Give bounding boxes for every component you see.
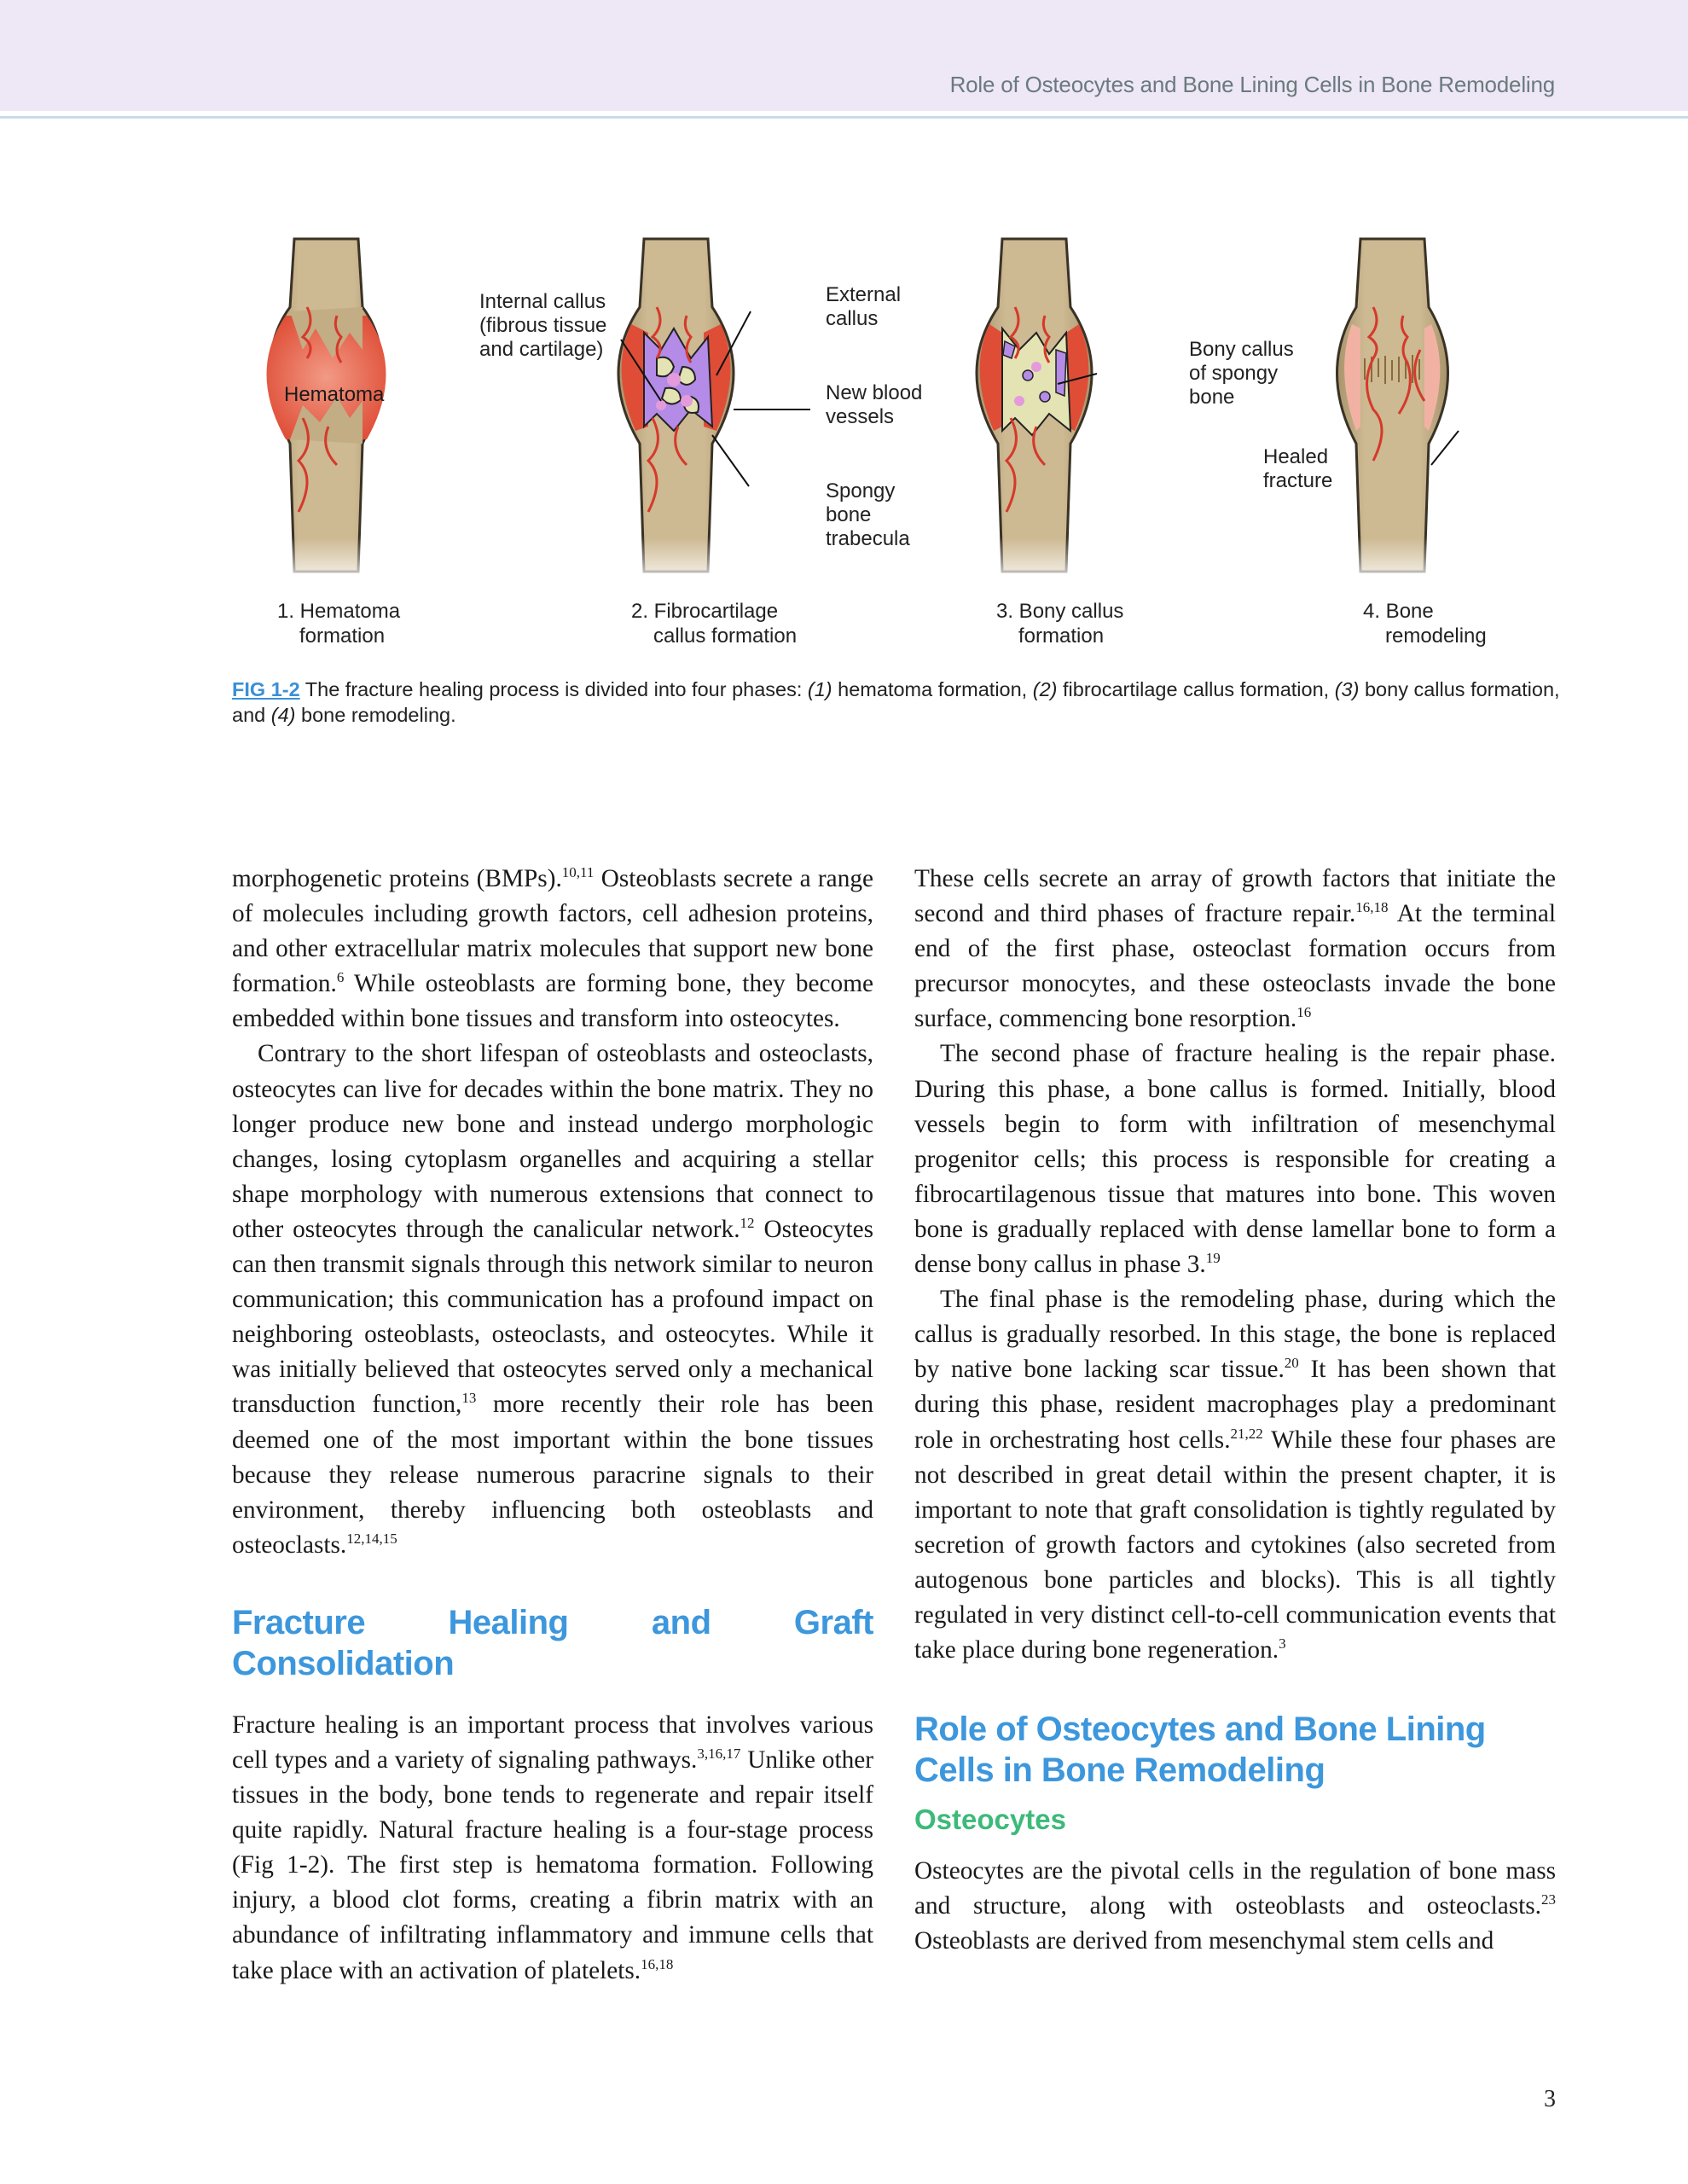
- right-column: [914, 862, 1556, 1959]
- bone-stage-1: [256, 239, 401, 589]
- callout-line: New blood: [826, 381, 923, 404]
- callout-line: bone: [1189, 386, 1235, 409]
- citation[interactable]: 3: [1279, 1635, 1286, 1653]
- callout-line: of spongy: [1189, 362, 1279, 385]
- citation[interactable]: 13: [461, 1390, 477, 1407]
- caption-text: bone remodeling.: [295, 704, 456, 726]
- text: Contrary to the short lifespan of osteoblasts and osteoclasts, osteocytes can live for decades within the bone matrix. They no longer produce new bone and instead undergo morphologic changes, losing cytoplasm organelles and acquiring a stellar shape morphology with numerous extensions that connect to other osteocytes through the canalicular network.: [232, 1040, 873, 1243]
- callout-line: trabecula: [826, 527, 910, 550]
- citation[interactable]: 16: [1296, 1004, 1312, 1021]
- callout-internal-callus: [479, 290, 606, 362]
- heading-line: Role of Osteocytes and Bone Lining: [914, 1711, 1486, 1749]
- text: Fracture healing is an important process that involves various cell types and a variety of signaling pathways.: [232, 1711, 873, 1774]
- text: Osteoblasts secrete a range of molecules including growth factors, cell adhesion proteins, and other extracellular matrix molecules that support new bone formation.: [232, 865, 873, 998]
- citation[interactable]: 16,18: [641, 1955, 674, 1972]
- caption-num: (2): [1032, 678, 1058, 700]
- text: Unlike other tissues in the body, bone tends to regenerate and repair itself quite rapidly. Natural fracture healing is a four-stage process (Fig 1-2). The first step is hematoma formation. Following injury, a blood clot forms, creating a fibrin matrix with an abundance of infiltrating inflammatory and immune cells that take place with an activation of platelets.: [232, 1745, 873, 1984]
- caption-text: bony callus formation, and: [232, 678, 1560, 726]
- figure-label-link[interactable]: FIG 1-2: [232, 678, 300, 700]
- callout-line: Healed: [1263, 445, 1329, 468]
- callout-line: bone: [826, 503, 872, 526]
- text: These cells secrete an array of growth factors that initiate the second and third phases of fracture repair.: [914, 865, 1556, 928]
- citation[interactable]: 20: [1284, 1355, 1299, 1372]
- caption-text: hematoma formation,: [832, 678, 1033, 700]
- paragraph: [232, 1037, 873, 1562]
- callout-line: Spongy: [826, 479, 896, 502]
- text: Osteocytes can then transmit signals through this network similar to neuron communication; this communication has a profound impact on neighboring osteoblasts, osteoclasts, and osteocytes. While it was initially believed that osteocytes served only a mechanical transduction function,: [232, 1215, 873, 1419]
- paragraph: [232, 1708, 873, 1989]
- callout-line: External: [826, 283, 902, 306]
- callout-healed-fracture: [1263, 445, 1332, 493]
- running-head: Role of Osteocytes and Bone Lining Cells in Bone Remodeling: [949, 72, 1555, 97]
- figure-fracture-healing: [239, 230, 1586, 589]
- stage-label-line1: 2. Fibrocartilage: [631, 600, 779, 623]
- citation[interactable]: 19: [1205, 1250, 1221, 1267]
- stage-label-line1: 4. Bone: [1363, 600, 1434, 623]
- callout-line: and cartilage): [479, 338, 604, 361]
- heading-line: Cells in Bone Remodeling: [914, 1751, 1325, 1790]
- text: At the terminal end of the first phase, osteoclast formation occurs from precursor monocytes, and these osteoclasts invade the bone surface, commencing bone resorption.: [914, 900, 1556, 1033]
- citation[interactable]: 21,22: [1230, 1425, 1263, 1442]
- citation[interactable]: 12,14,15: [346, 1531, 397, 1548]
- stage-label-2: [631, 599, 797, 648]
- stage-label-line2: callus formation: [653, 624, 798, 648]
- bone-stage-3: [964, 239, 1109, 589]
- callout-line: vessels: [826, 405, 895, 428]
- text: While osteoblasts are forming bone, they become embedded within bone tissues and transform into osteocytes.: [232, 970, 873, 1033]
- citation[interactable]: 12: [740, 1215, 755, 1232]
- text: Osteocytes are the pivotal cells in the regulation of bone mass and structure, along with osteoblasts and osteoclasts.: [914, 1857, 1556, 1920]
- text: While these four phases are not described in great detail within the present chapter, it is important to note that graft consolidation is tightly regulated by secretion of growth factors and cytokines (also secreted from autogenous bone particles and blocks). This is all tightly regulated in very distinct cell-to-cell communication events that take place during bone regeneration.: [914, 1426, 1556, 1664]
- caption-num: (3): [1334, 678, 1360, 700]
- caption-num: (1): [807, 678, 832, 700]
- stage-label-3: [996, 599, 1123, 648]
- stage-label-line1: 3. Bony callus: [996, 600, 1124, 623]
- callout-line: Bony callus: [1189, 338, 1294, 361]
- callout-spongy-bone: [826, 479, 910, 551]
- header-rule: [0, 116, 1688, 119]
- callout-bony-callus: [1189, 338, 1294, 410]
- text: more recently their role has been deemed one of the most important within the bone tissues because they release numerous paracrine signals to their environment, thereby influencing both osteoblasts and osteoclasts.: [232, 1391, 874, 1559]
- caption-text: fibrocartilage callus formation,: [1057, 678, 1335, 700]
- paragraph: [232, 862, 873, 1037]
- paragraph: [914, 1282, 1556, 1668]
- citation[interactable]: 3,16,17: [697, 1745, 741, 1763]
- stage-label-1: [277, 599, 400, 648]
- text: It has been shown that during this phase, resident macrophages play a predominant role in orchestrating host cells.: [914, 1356, 1556, 1454]
- stage-label-line2: remodeling: [1385, 624, 1487, 648]
- subheading-osteocytes: Osteocytes: [914, 1804, 1066, 1836]
- paragraph: [914, 862, 1556, 1037]
- callout-line: (fibrous tissue: [479, 314, 607, 337]
- stage-label-line2: formation: [1018, 624, 1105, 648]
- text: Osteoblasts are derived from mesenchymal stem cells and: [914, 1927, 1494, 1955]
- citation[interactable]: 6: [336, 969, 345, 986]
- text: morphogenetic proteins (BMPs).: [232, 865, 562, 892]
- paragraph: [914, 1037, 1556, 1282]
- text: The final phase is the remodeling phase, during which the callus is gradually resorbed. In this stage, the bone is replaced by native bone lacking scar tissue.: [914, 1286, 1556, 1384]
- callout-external-callus: [826, 283, 901, 331]
- caption-num: (4): [270, 704, 296, 726]
- citation[interactable]: 16,18: [1355, 899, 1389, 916]
- stage-label-4: [1363, 599, 1487, 648]
- citation[interactable]: 23: [1541, 1891, 1556, 1908]
- stage-label-line2: formation: [299, 624, 386, 648]
- left-column: [232, 862, 873, 1989]
- page-number: 3: [1544, 2086, 1556, 2112]
- figure-caption: [232, 677, 1563, 728]
- callout-new-blood-vessels: [826, 381, 922, 429]
- text: The second phase of fracture healing is the repair phase. During this phase, a bone callus is formed. Initially, blood vessels begin to form with infiltration of mesenchymal progenitor cells; this process is responsible for creating a fibrocartilagenous tissue that matures into bone. This woven bone is gradually replaced with dense lamellar bone to form a dense bony callus in phase 3.: [914, 1040, 1556, 1279]
- bone-stage-2: [606, 239, 751, 589]
- caption-text: The fracture healing process is divided into four phases:: [299, 678, 808, 700]
- citation[interactable]: 10,11: [561, 864, 595, 881]
- paragraph: [914, 1854, 1556, 1959]
- bone-stage-4: [1322, 239, 1467, 589]
- section-heading-role-of-osteocytes: [914, 1709, 1556, 1791]
- callout-line: Internal callus: [479, 290, 606, 313]
- callout-line: fracture: [1263, 469, 1333, 492]
- callout-line: callus: [826, 307, 879, 330]
- callout-hematoma: Hematoma: [284, 383, 385, 406]
- section-heading-fracture-healing: Fracture Healing and Graft Consolidation: [232, 1603, 873, 1682]
- stage-label-line1: 1. Hematoma: [277, 600, 401, 623]
